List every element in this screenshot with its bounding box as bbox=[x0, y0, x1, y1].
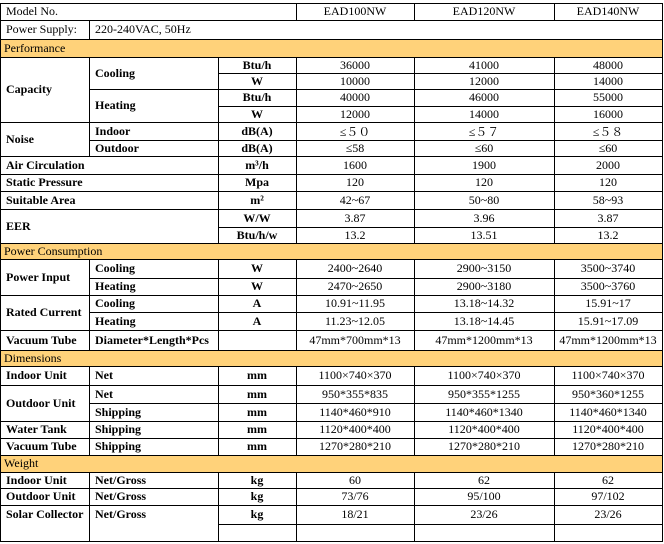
grid-line bbox=[0, 350, 218, 351]
grid-line bbox=[296, 57, 297, 243]
value-capacity-heating-w-3: 16000 bbox=[593, 106, 623, 121]
grid-line bbox=[218, 385, 663, 386]
grid-line bbox=[218, 330, 663, 331]
value-rated-current-cooling-1: 10.91~11.95 bbox=[324, 296, 386, 310]
grid-line bbox=[218, 227, 663, 228]
grid-line bbox=[218, 278, 663, 279]
unit-static-pressure: Mpa bbox=[245, 175, 269, 189]
section-power-consumption: Power Consumption bbox=[0, 243, 662, 259]
value-capacity-cooling-w-3: 14000 bbox=[593, 73, 623, 88]
power-supply-label: Power Supply: bbox=[6, 22, 78, 36]
sub-label-rated-current-heating: Heating bbox=[95, 313, 136, 328]
grid-line bbox=[218, 140, 663, 141]
grid-line bbox=[554, 259, 555, 350]
value-vacuum-tube-shipping-1: 1270*280*210 bbox=[319, 439, 391, 453]
value-noise-outdoor-2: ≤60 bbox=[474, 140, 494, 155]
value-vacuum-tube-shipping-3: 1270*280*210 bbox=[572, 439, 644, 453]
unit-noise-outdoor: dB(A) bbox=[241, 140, 273, 155]
value-outdoor-unit-net-1: 950*355*835 bbox=[322, 386, 388, 401]
group-label-power-input: Power Input bbox=[6, 269, 71, 284]
grid-line bbox=[218, 156, 663, 157]
grid-line bbox=[0, 243, 218, 244]
value-weight-solar-3: 23/26 bbox=[594, 507, 622, 521]
value-rated-current-heating-3: 15.91~17.09 bbox=[577, 313, 639, 328]
grid-line bbox=[296, 3, 297, 20]
group-label-indoor-unit-weight: Indoor Unit bbox=[6, 472, 67, 487]
sub-label-outdoor-unit-net: Net bbox=[95, 386, 113, 401]
value-weight-indoor-2: 62 bbox=[478, 472, 490, 487]
group-label-static-pressure: Static Pressure bbox=[6, 175, 83, 189]
power-supply-value: 220-240VAC, 50Hz bbox=[95, 22, 191, 36]
grid-line bbox=[554, 57, 555, 243]
value-capacity-cooling-btu-2: 41000 bbox=[469, 57, 499, 72]
grid-line bbox=[218, 295, 663, 296]
unit-indoor-unit-net: mm bbox=[247, 368, 267, 382]
unit-outdoor-unit-shipping: mm bbox=[247, 404, 267, 419]
grid-line bbox=[0, 174, 218, 175]
grid-line bbox=[218, 106, 663, 107]
group-label-air-circulation: Air Circulation bbox=[6, 157, 85, 172]
value-outdoor-unit-net-3: 950*360*1255 bbox=[572, 386, 644, 401]
value-power-input-cooling-2: 2900~3150 bbox=[456, 261, 512, 275]
grid-line bbox=[218, 524, 663, 525]
grid-line bbox=[0, 505, 218, 506]
grid-line bbox=[218, 259, 663, 260]
value-vacuum-tube-shipping-2: 1270*280*210 bbox=[448, 439, 520, 453]
grid-line bbox=[218, 403, 663, 404]
value-capacity-cooling-btu-1: 36000 bbox=[340, 57, 370, 72]
model-header-1: EAD100NW bbox=[323, 4, 387, 18]
group-label-rated-current: Rated Current bbox=[6, 305, 82, 319]
unit-capacity-heating-w: W bbox=[251, 106, 263, 121]
grid-line bbox=[414, 472, 415, 541]
value-capacity-heating-w-1: 12000 bbox=[340, 106, 370, 121]
unit-power-input-heating: W bbox=[251, 279, 263, 293]
sub-label-power-input-cooling: Cooling bbox=[95, 261, 136, 275]
unit-weight-outdoor: kg bbox=[250, 489, 264, 503]
value-noise-outdoor-1: ≤58 bbox=[345, 140, 365, 155]
grid-line bbox=[218, 174, 663, 175]
sub-label-outdoor-unit-shipping: Shipping bbox=[95, 404, 142, 419]
value-water-tank-shipping-2: 1120*400*400 bbox=[448, 422, 520, 436]
grid-line bbox=[89, 57, 90, 156]
sub-label-power-input-heating: Heating bbox=[95, 279, 136, 293]
value-outdoor-unit-shipping-3: 1140*460*1340 bbox=[569, 404, 647, 419]
grid-line bbox=[218, 57, 663, 58]
sub-label-noise-indoor: Indoor bbox=[95, 123, 131, 138]
grid-line bbox=[0, 330, 218, 331]
value-air-circulation-3: 2000 bbox=[596, 157, 620, 172]
value-power-input-heating-1: 2470~2650 bbox=[327, 279, 383, 293]
grid-line bbox=[218, 438, 663, 439]
unit-capacity-cooling-btu: Btu/h bbox=[242, 57, 272, 72]
group-label-outdoor-unit: Outdoor Unit bbox=[6, 395, 76, 410]
grid-line bbox=[554, 3, 555, 20]
grid-line bbox=[0, 122, 218, 123]
grid-line bbox=[296, 259, 297, 350]
value-capacity-cooling-w-1: 10000 bbox=[340, 73, 370, 88]
grid-line bbox=[218, 89, 663, 90]
value-static-pressure-2: 120 bbox=[475, 175, 493, 189]
value-outdoor-unit-shipping-2: 1140*460*1340 bbox=[445, 404, 523, 419]
grid-line bbox=[414, 366, 415, 455]
sub-label-weight-indoor: Net/Gross bbox=[95, 472, 147, 487]
value-noise-indoor-1: ≤５０ bbox=[339, 124, 371, 139]
sub-label-noise-outdoor: Outdoor bbox=[95, 140, 140, 155]
grid-line bbox=[554, 366, 555, 455]
value-suitable-area-2: 50~80 bbox=[468, 192, 500, 207]
grid-line bbox=[218, 191, 663, 192]
value-vacuum-tube-2: 47mm*1200mm*13 bbox=[435, 332, 533, 347]
value-eer-btu-3: 13.2 bbox=[597, 227, 619, 242]
grid-line bbox=[218, 243, 663, 244]
value-rated-current-heating-1: 11.23~12.05 bbox=[324, 313, 386, 328]
grid-line bbox=[218, 259, 219, 350]
group-label-eer: EER bbox=[6, 218, 31, 233]
value-weight-outdoor-2: 95/100 bbox=[467, 489, 501, 503]
grid-line bbox=[414, 57, 415, 243]
unit-suitable-area: m² bbox=[250, 192, 264, 207]
grid-line bbox=[89, 312, 218, 313]
unit-capacity-cooling-w: W bbox=[251, 73, 263, 88]
sub-label-weight-solar: Net/Gross bbox=[95, 507, 147, 521]
grid-line bbox=[0, 385, 218, 386]
value-air-circulation-1: 1600 bbox=[343, 157, 367, 172]
grid-line bbox=[89, 472, 90, 541]
group-label-outdoor-unit-weight: Outdoor Unit bbox=[6, 489, 76, 503]
unit-air-circulation: m³/h bbox=[245, 157, 269, 172]
model-header-2: EAD120NW bbox=[452, 4, 516, 18]
group-label-vacuum-tube-dim: Vacuum Tube bbox=[6, 439, 77, 453]
grid-line bbox=[218, 366, 663, 367]
grid-line bbox=[218, 57, 219, 243]
value-capacity-heating-btu-1: 40000 bbox=[340, 90, 370, 104]
grid-line bbox=[554, 472, 555, 541]
value-outdoor-unit-net-2: 950*355*1255 bbox=[448, 386, 520, 401]
grid-line bbox=[218, 39, 663, 40]
unit-weight-indoor: kg bbox=[250, 472, 264, 487]
value-rated-current-cooling-3: 15.91~17 bbox=[585, 296, 631, 310]
grid-line bbox=[0, 3, 663, 4]
unit-eer-btu: Btu/h/w bbox=[236, 227, 278, 242]
value-eer-ww-3: 3.87 bbox=[597, 210, 619, 225]
value-capacity-heating-w-2: 14000 bbox=[469, 106, 499, 121]
grid-line bbox=[89, 259, 90, 350]
grid-line bbox=[0, 438, 218, 439]
grid-line bbox=[89, 140, 218, 141]
sub-label-capacity-cooling-btu: Cooling bbox=[95, 65, 136, 80]
value-power-input-heating-2: 2900~3180 bbox=[456, 279, 512, 293]
grid-line bbox=[0, 20, 218, 21]
grid-line bbox=[296, 472, 297, 541]
unit-rated-current-cooling: A bbox=[252, 296, 262, 310]
value-indoor-unit-net-1: 1100×740×370 bbox=[318, 368, 392, 382]
value-capacity-heating-btu-2: 46000 bbox=[469, 90, 499, 104]
grid-line bbox=[89, 278, 218, 279]
sub-label-weight-outdoor: Net/Gross bbox=[95, 489, 147, 503]
model-header-3: EAD140NW bbox=[576, 4, 640, 18]
grid-line bbox=[0, 3, 1, 541]
value-eer-ww-2: 3.96 bbox=[473, 210, 495, 225]
grid-line bbox=[0, 191, 218, 192]
value-power-input-cooling-1: 2400~2640 bbox=[327, 261, 383, 275]
value-weight-outdoor-1: 73/76 bbox=[341, 489, 369, 503]
value-suitable-area-3: 58~93 bbox=[592, 192, 624, 207]
grid-line bbox=[218, 366, 219, 455]
grid-line bbox=[0, 209, 218, 210]
sub-label-indoor-unit-net: Net bbox=[95, 368, 113, 382]
unit-power-input-cooling: W bbox=[251, 261, 263, 275]
group-label-capacity: Capacity bbox=[6, 82, 52, 96]
unit-eer-ww: W/W bbox=[243, 210, 271, 225]
value-eer-ww-1: 3.87 bbox=[344, 210, 366, 225]
grid-line bbox=[0, 259, 218, 260]
value-water-tank-shipping-3: 1120*400*400 bbox=[572, 422, 644, 436]
value-vacuum-tube-1: 47mm*700mm*13 bbox=[309, 332, 401, 347]
grid-line bbox=[296, 366, 297, 455]
grid-line bbox=[0, 39, 218, 40]
value-power-input-heating-3: 3500~3760 bbox=[580, 279, 636, 293]
sub-label-vacuum-tube-shipping: Shipping bbox=[95, 439, 142, 453]
value-noise-outdoor-3: ≤60 bbox=[598, 140, 618, 155]
grid-line bbox=[0, 156, 218, 157]
group-label-water-tank: Water Tank bbox=[6, 422, 67, 436]
grid-line bbox=[89, 89, 218, 90]
grid-line bbox=[0, 57, 218, 58]
value-weight-solar-2: 23/26 bbox=[470, 507, 498, 521]
value-indoor-unit-net-2: 1100×740×370 bbox=[447, 368, 521, 382]
value-suitable-area-1: 42~67 bbox=[339, 192, 371, 207]
sub-label-rated-current-cooling: Cooling bbox=[95, 296, 136, 310]
grid-line bbox=[89, 403, 218, 404]
grid-line bbox=[218, 20, 663, 21]
value-capacity-heating-btu-3: 55000 bbox=[593, 90, 623, 104]
grid-line bbox=[0, 295, 218, 296]
unit-outdoor-unit-net: mm bbox=[247, 386, 267, 401]
grid-line bbox=[0, 421, 218, 422]
sub-label-capacity-heating-btu: Heating bbox=[95, 98, 136, 112]
group-label-solar-collector-weight: Solar Collector bbox=[6, 507, 84, 521]
group-label-vacuum-tube: Vacuum Tube bbox=[6, 332, 77, 347]
grid-line bbox=[662, 3, 663, 541]
grid-line bbox=[218, 488, 663, 489]
grid-line bbox=[218, 505, 663, 506]
grid-line bbox=[218, 73, 663, 74]
grid-line bbox=[218, 209, 663, 210]
grid-line bbox=[218, 350, 663, 351]
grid-line bbox=[218, 472, 219, 541]
section-performance: Performance bbox=[0, 39, 662, 57]
unit-capacity-heating-btu: Btu/h bbox=[242, 90, 272, 104]
value-weight-indoor-3: 62 bbox=[602, 472, 614, 487]
section-dimensions: Dimensions bbox=[0, 350, 662, 366]
grid-line bbox=[218, 455, 663, 456]
grid-line bbox=[218, 312, 663, 313]
value-capacity-cooling-btu-3: 48000 bbox=[593, 57, 623, 72]
sub-label-vacuum-tube: Diameter*Length*Pcs bbox=[95, 332, 209, 347]
value-outdoor-unit-shipping-1: 1140*460*910 bbox=[319, 404, 391, 419]
value-rated-current-heating-2: 13.18~14.45 bbox=[453, 313, 515, 328]
group-label-indoor-unit: Indoor Unit bbox=[6, 368, 67, 382]
model-label: Model No. bbox=[6, 4, 58, 18]
unit-water-tank-shipping: mm bbox=[247, 422, 267, 436]
unit-vacuum-tube-shipping: mm bbox=[247, 439, 267, 453]
grid-line bbox=[0, 488, 218, 489]
grid-line bbox=[89, 20, 90, 39]
group-label-noise: Noise bbox=[6, 131, 34, 146]
sub-label-water-tank-shipping: Shipping bbox=[95, 422, 142, 436]
section-weight: Weight bbox=[0, 455, 662, 472]
grid-line bbox=[218, 122, 663, 123]
group-label-suitable-area: Suitable Area bbox=[6, 192, 76, 207]
value-water-tank-shipping-1: 1120*400*400 bbox=[319, 422, 391, 436]
grid-line bbox=[414, 259, 415, 350]
value-noise-indoor-2: ≤５７ bbox=[468, 124, 500, 139]
value-rated-current-cooling-2: 13.18~14.32 bbox=[453, 296, 515, 310]
grid-line bbox=[0, 541, 663, 542]
value-eer-btu-2: 13.51 bbox=[470, 227, 498, 242]
grid-line bbox=[0, 472, 218, 473]
grid-line bbox=[89, 366, 90, 455]
value-vacuum-tube-3: 47mm*1200mm*13 bbox=[559, 332, 657, 347]
value-power-input-cooling-3: 3500~3740 bbox=[580, 261, 636, 275]
value-indoor-unit-net-3: 1100×740×370 bbox=[571, 368, 645, 382]
value-weight-solar-1: 18/21 bbox=[341, 507, 369, 521]
value-air-circulation-2: 1900 bbox=[472, 157, 496, 172]
value-weight-outdoor-3: 97/102 bbox=[591, 489, 625, 503]
value-noise-indoor-3: ≤５８ bbox=[592, 124, 624, 139]
unit-noise-indoor: dB(A) bbox=[241, 123, 273, 138]
grid-line bbox=[218, 472, 663, 473]
unit-rated-current-heating: A bbox=[252, 313, 262, 328]
value-static-pressure-1: 120 bbox=[346, 175, 364, 189]
value-static-pressure-3: 120 bbox=[599, 175, 617, 189]
grid-line bbox=[414, 3, 415, 20]
value-capacity-cooling-w-2: 12000 bbox=[469, 73, 499, 88]
unit-weight-solar: kg bbox=[250, 507, 264, 521]
grid-line bbox=[0, 455, 218, 456]
value-eer-btu-1: 13.2 bbox=[344, 227, 366, 242]
value-weight-indoor-1: 60 bbox=[349, 472, 361, 487]
grid-line bbox=[218, 421, 663, 422]
grid-line bbox=[0, 366, 218, 367]
